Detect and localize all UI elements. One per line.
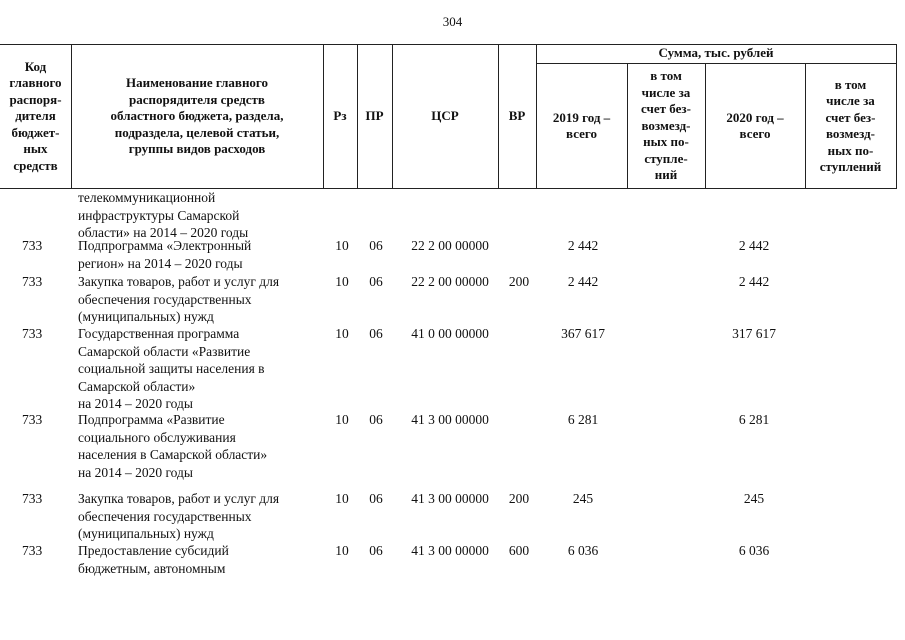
cell-name: Закупка товаров, работ и услуг для обеспечения государственных (муниципальных) нужд (78, 274, 280, 324)
cell-code: 733 (22, 238, 43, 253)
cell-code: 733 (22, 543, 43, 558)
cell-2019-total: 367 617 (561, 326, 605, 341)
cell-rz: 10 (335, 491, 349, 506)
cell-name: Предоставление субсидий бюджетным, автономным (78, 543, 229, 576)
cell-vr: 200 (508, 274, 530, 289)
cell-name: телекоммуникационной инфраструктуры Самарской области» на 2014 – 2020 годы (78, 190, 249, 240)
cell-2019-total: 2 442 (567, 274, 599, 289)
cell-2020-total: 6 281 (738, 412, 770, 427)
cell-vr: 600 (508, 543, 530, 558)
cell-rz: 10 (335, 543, 349, 558)
cell-2019-total: 2 442 (567, 238, 599, 253)
cell-2020-total: 245 (743, 491, 765, 506)
header-pr: ПР (365, 108, 384, 124)
header-sum-group: Сумма, тыс. рублей (658, 45, 774, 61)
page-number: 304 (442, 14, 463, 29)
header-rz: Рз (333, 108, 347, 124)
header-csr: ЦСР (431, 108, 459, 124)
header-2019-free: в том числе за счет без- возмезд- ных по- ступле- ний (641, 68, 691, 183)
cell-2019-total: 6 036 (567, 543, 599, 558)
header-2019-total: 2019 год – всего (552, 109, 611, 141)
cell-vr: 200 (508, 491, 530, 506)
cell-code: 733 (22, 274, 43, 289)
cell-code: 733 (22, 412, 43, 427)
cell-2019-total: 245 (572, 491, 594, 506)
cell-pr: 06 (369, 238, 383, 253)
cell-rz: 10 (335, 238, 349, 253)
cell-pr: 06 (369, 326, 383, 341)
cell-name: Государственная программа Самарской области «Развитие социальной защиты населения в Самарской области» на 2014 – 2020 годы (78, 326, 265, 411)
cell-code: 733 (22, 326, 43, 341)
cell-csr: 41 3 00 00000 (411, 491, 489, 506)
cell-rz: 10 (335, 326, 349, 341)
header-name: Наименование главного распорядителя средств областного бюджета, раздела, подраздела, целевой статьи, группы видов расходов (110, 75, 284, 157)
header-code: Код главного распоря- дителя бюджет- ных средств (9, 58, 62, 173)
cell-2020-total: 2 442 (738, 274, 770, 289)
cell-code: 733 (22, 491, 43, 506)
cell-2020-total: 6 036 (738, 543, 770, 558)
cell-csr: 41 0 00 00000 (411, 326, 489, 341)
cell-csr: 41 3 00 00000 (411, 543, 489, 558)
header-2020-free: в том числе за счет без- возмезд- ных по- ступлений (819, 76, 882, 174)
cell-pr: 06 (369, 543, 383, 558)
cell-rz: 10 (335, 412, 349, 427)
cell-pr: 06 (369, 491, 383, 506)
cell-2019-total: 6 281 (567, 412, 599, 427)
cell-2020-total: 2 442 (738, 238, 770, 253)
cell-pr: 06 (369, 274, 383, 289)
cell-csr: 41 3 00 00000 (411, 412, 489, 427)
cell-rz: 10 (335, 274, 349, 289)
cell-2020-total: 317 617 (732, 326, 776, 341)
cell-name: Закупка товаров, работ и услуг для обеспечения государственных (муниципальных) нужд (78, 491, 280, 541)
cell-name: Подпрограмма «Развитие социального обслуживания населения в Самарской области» на 2014 – 2020 годы (78, 412, 268, 480)
header-2020-total: 2020 год – всего (726, 109, 784, 141)
table-header (0, 44, 905, 189)
cell-csr: 22 2 00 00000 (411, 274, 489, 289)
column-divider (896, 44, 897, 189)
header-vr: ВР (508, 108, 526, 124)
cell-name: Подпрограмма «Электронный регион» на 2014 – 2020 годы (78, 238, 252, 271)
cell-csr: 22 2 00 00000 (411, 238, 489, 253)
cell-pr: 06 (369, 412, 383, 427)
